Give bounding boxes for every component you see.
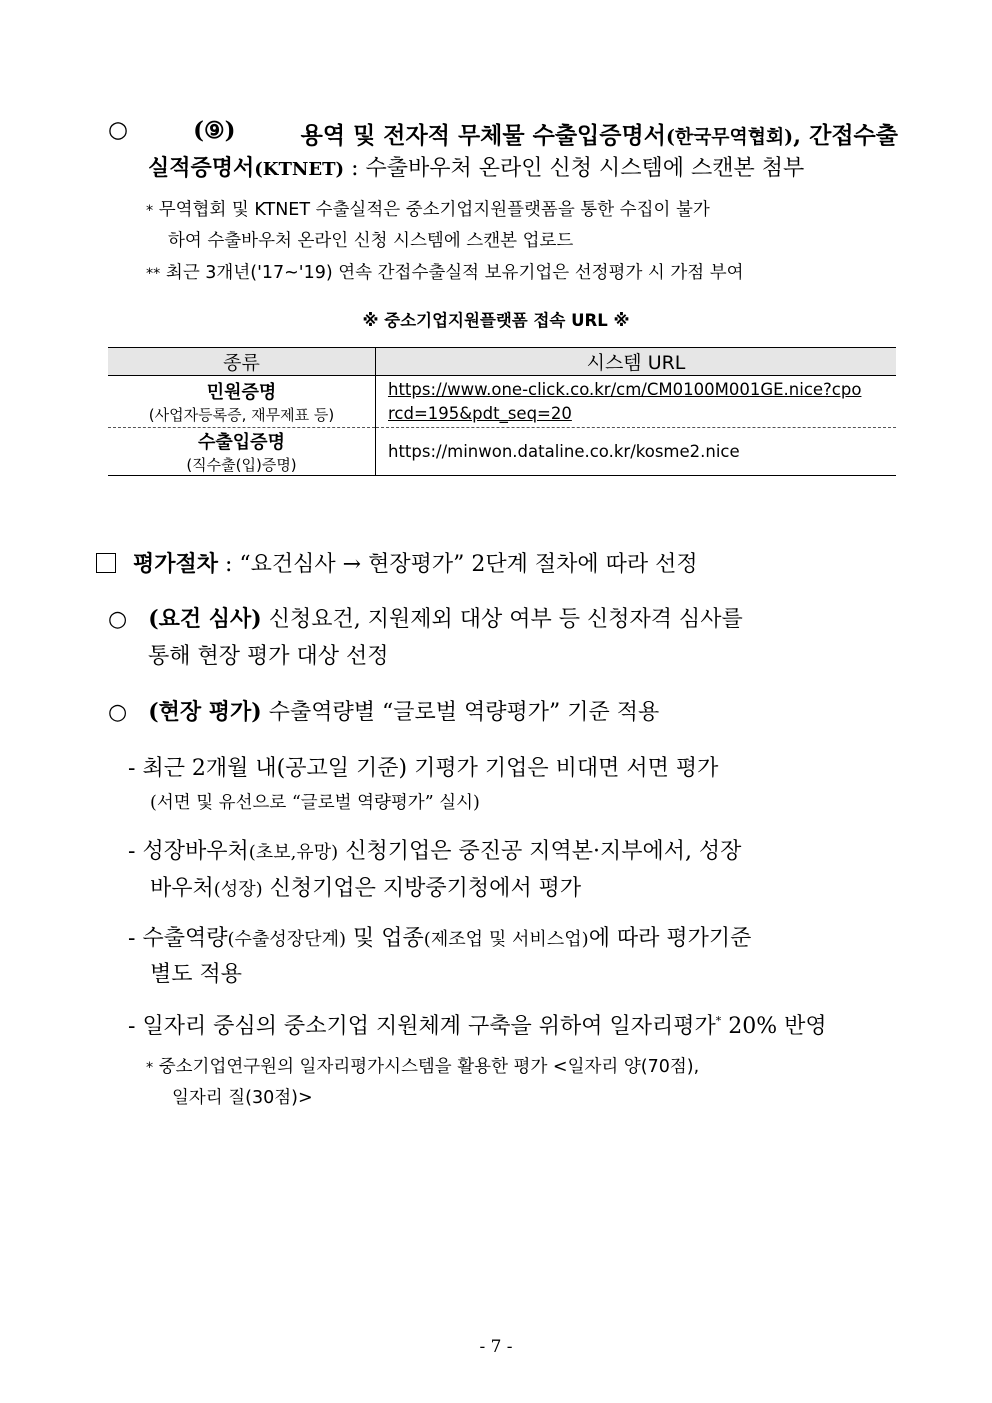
item9-title-a-text: 용역 및 전자적 무체물 수출입증명서	[300, 122, 666, 149]
note2-text: 최근 3개년('17~'19) 연속 간접수출실적 보유기업은 선정평가 시 가점 부여	[165, 263, 744, 283]
dash-text-b: (성장)	[213, 879, 263, 900]
note3-line1	[146, 1053, 862, 1078]
note-mark: **	[146, 266, 161, 282]
dash-mark: -	[128, 1014, 136, 1039]
url-table	[108, 347, 896, 476]
url-line1[interactable]: https://www.one-click.co.kr/cm/CM0100M001GE.nice?cpo	[388, 379, 862, 399]
note2	[146, 259, 898, 284]
table-cell-url	[376, 376, 897, 428]
item9-title-a	[301, 117, 898, 150]
dash-text-a: 일자리 중심의 중소기업 지원체계 구축을 위하여 일자리평가	[142, 1014, 716, 1039]
dash-text-d: (제조업 및 서비스업)	[423, 929, 589, 950]
item9-line1	[108, 117, 898, 150]
dash-text-b: 20% 반영	[728, 1014, 827, 1039]
table-row	[108, 428, 896, 476]
dash-text-c: 신청기업은 지방중기청에서 평가	[269, 876, 582, 901]
item-bullet: ○	[108, 607, 128, 632]
item-label: (요건 심사)	[148, 606, 262, 632]
dash-text-c: 신청기업은 중진공 지역본·지부에서, 성장	[345, 839, 742, 864]
url-link[interactable]	[388, 378, 896, 426]
dash-text-b: (수출성장단계)	[227, 929, 347, 950]
item-bullet: ○	[108, 117, 129, 143]
table-caption: ※ 중소기업지원플랫폼 접속 URL ※	[362, 311, 630, 330]
item9-line2	[148, 151, 898, 182]
dash-item-3-line2: 별도 적용	[150, 962, 243, 987]
note1-line2: 하여 수출바우처 온라인 신청 시스템에 스캔본 업로드	[168, 231, 574, 251]
kind-subtitle: (사업자등록증, 재무제표 등)	[148, 406, 335, 424]
dash-item-3-line1	[128, 921, 898, 952]
dash-text-c: 및 업종	[353, 926, 424, 951]
dash-item-2-line2	[150, 871, 581, 902]
table-header-row	[108, 348, 896, 376]
evaluation-procedure-heading	[96, 547, 836, 578]
checkbox-square-icon	[96, 553, 116, 573]
url-line2[interactable]: rcd=195&pdt_seq=20	[388, 403, 572, 423]
heading-text: : “요건심사 → 현장평가” 2단계 절차에 따라 선정	[225, 552, 698, 577]
item-text: 신청요건, 지원제외 대상 여부 등 신청자격 심사를	[268, 607, 743, 632]
note3-line2: 일자리 질(30점)>	[172, 1088, 313, 1108]
dash-item-2-line1	[128, 834, 898, 865]
dash-item-1-line1	[128, 751, 862, 782]
requirement-review-line2: 통해 현장 평가 대상 선정	[148, 644, 389, 669]
table-header-url: 시스템 URL	[376, 348, 897, 376]
requirement-review-line1	[108, 602, 898, 633]
note-mark: *	[146, 203, 154, 219]
site-evaluation	[108, 695, 659, 726]
dash-mark: -	[128, 926, 136, 951]
dash-mark: -	[128, 756, 136, 781]
heading-label: 평가절차	[133, 551, 219, 577]
dash-text-e: 에 따라 평가기준	[588, 926, 752, 951]
dash-text-a: 수출역량	[142, 926, 228, 951]
dash-text-b: (초보,유망)	[248, 842, 339, 863]
item9-title-c: 실적증명서	[148, 155, 255, 181]
table-header-kind: 종류	[108, 348, 376, 376]
note-mark: *	[146, 1060, 154, 1076]
page-number: - 7 -	[479, 1337, 513, 1357]
note1-line1	[146, 196, 898, 221]
dash-item-4	[128, 1009, 890, 1040]
note1-text-line1: 무역협회 및 KTNET 수출실적은 중소기업지원플랫폼을 통한 수집이 불가	[158, 200, 710, 220]
url-link[interactable]: https://minwon.dataline.co.kr/kosme2.nice	[388, 441, 740, 461]
item-bullet: ○	[108, 700, 128, 725]
dash-mark: -	[128, 839, 136, 864]
item9-title-a-org: (한국무역협회)	[665, 126, 794, 148]
dash-text-a: 성장바우처	[142, 839, 249, 864]
note3-text-line1: 중소기업연구원의 일자리평가시스템을 활용한 평가 <일자리 양(70점),	[158, 1057, 700, 1077]
footnote-mark: *	[715, 1014, 722, 1028]
table-cell-kind	[108, 428, 376, 476]
kind-title: 민원증명	[206, 382, 277, 403]
item9-title-b: , 간접수출	[793, 122, 898, 149]
dash-item-1-line2: (서면 및 유선으로 “글로벌 역량평가” 실시)	[150, 793, 480, 813]
kind-subtitle: (직수출(입)증명)	[186, 456, 297, 474]
table-cell-url	[376, 428, 897, 476]
item9-desc: : 수출바우처 온라인 신청 시스템에 스캔본 첨부	[351, 156, 805, 181]
table-row	[108, 376, 896, 428]
item9-title-c-org: (KTNET)	[254, 159, 345, 180]
dash-text: 최근 2개월 내(공고일 기준) 기평가 기업은 비대면 서면 평가	[142, 756, 719, 781]
dash-text-a: 바우처	[150, 876, 214, 901]
item-label: (현장 평가)	[148, 699, 262, 725]
item-text: 수출역량별 “글로벌 역량평가” 기준 적용	[268, 700, 660, 725]
kind-title: 수출입증명	[198, 432, 285, 453]
table-cell-kind	[108, 376, 376, 428]
item-number: (⑨)	[193, 117, 236, 144]
